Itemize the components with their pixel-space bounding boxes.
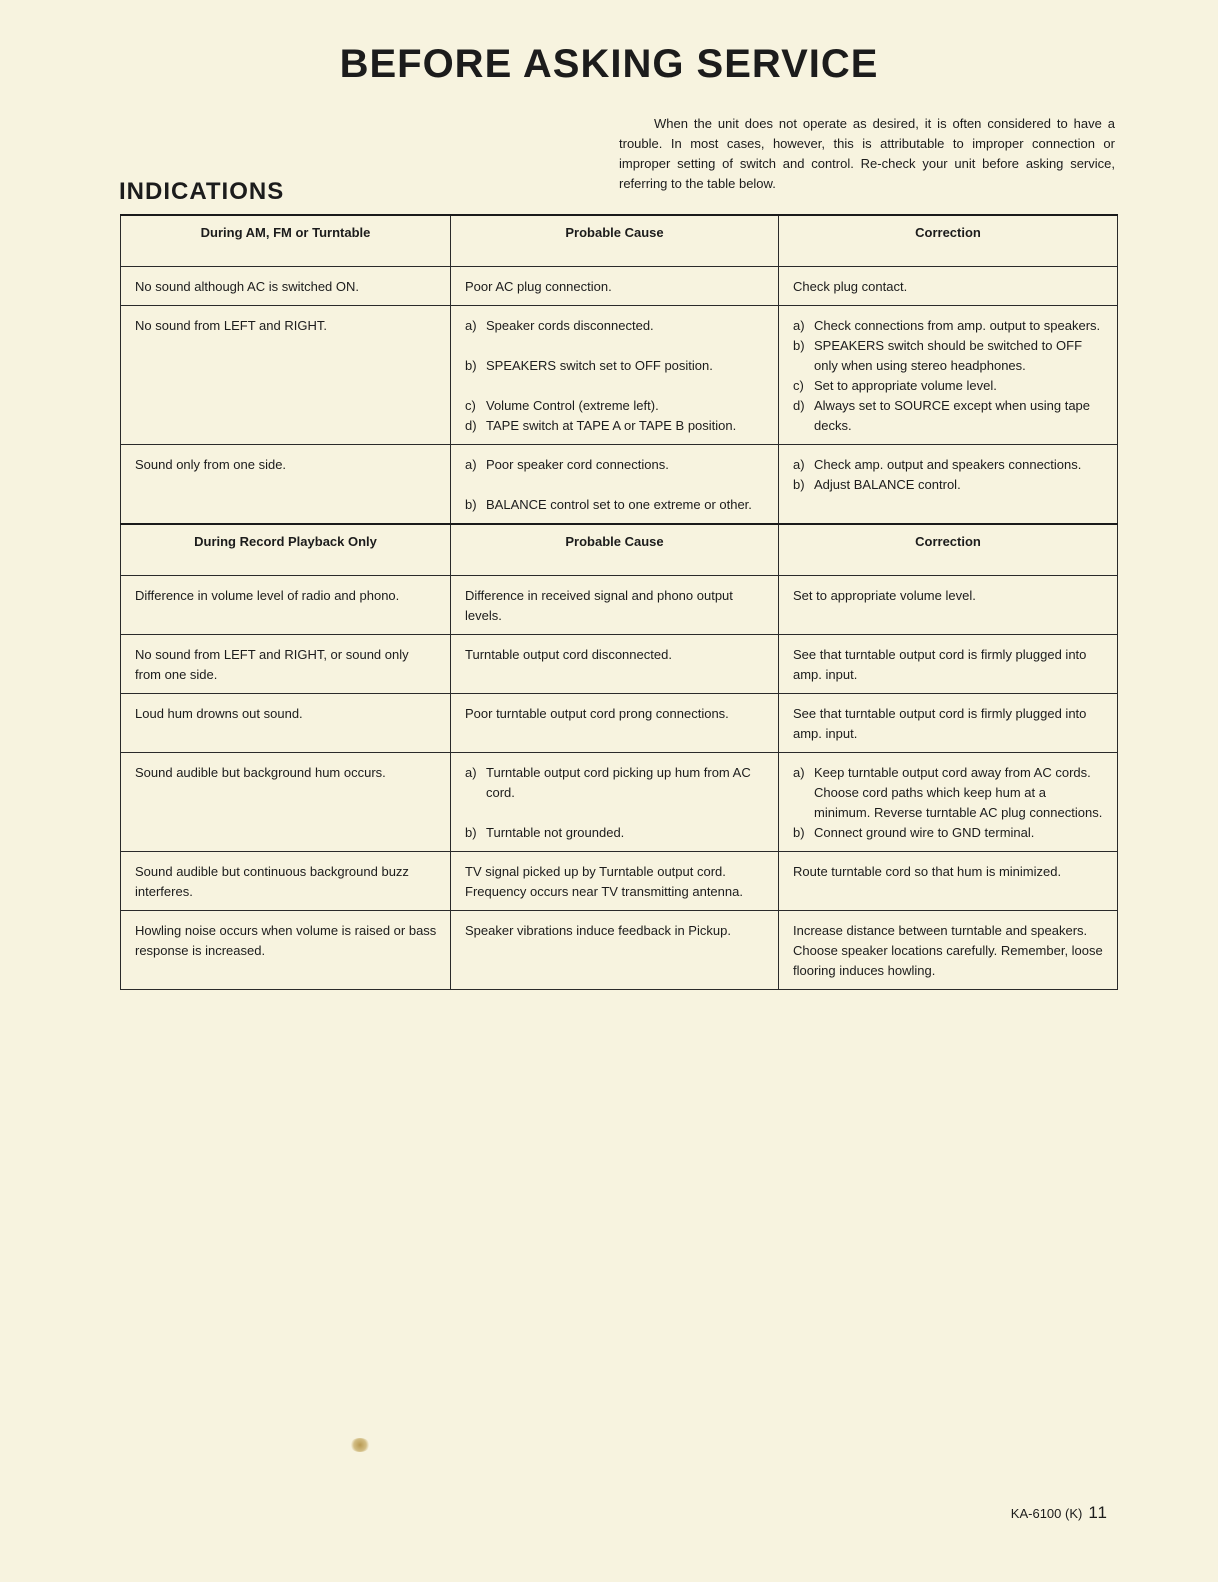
correction-item-text: Route turntable cord so that hum is minimized. [793,864,1062,879]
indication-cell: Difference in volume level of radio and phono. [121,576,451,635]
table-row [121,753,1118,852]
correction-item-label: a) [793,318,805,333]
cause-item-text: Turntable not grounded. [486,825,625,840]
correction-cell [779,911,1118,990]
correction-item [793,316,1105,336]
column-header-cause: Probable Cause [451,524,779,576]
table-body [121,215,1118,990]
table-row [121,576,1118,635]
correction-cell [779,852,1118,911]
correction-item-text: SPEAKERS switch should be switched to OFF only when using stereo headphones. [814,338,1083,373]
cause-item-text: Difference in received signal and phono output levels. [465,588,733,623]
correction-item-text: Check amp. output and speakers connections. [814,457,1082,472]
cause-item-text: SPEAKERS switch set to OFF position. [486,358,713,373]
page-title: BEFORE ASKING SERVICE [339,42,879,86]
correction-item-label: c) [793,378,804,393]
correction-item-label: b) [793,338,805,353]
correction-item-text: Keep turntable output cord away from AC cords. Choose cord paths which keep hum at a minimum. Reverse turntable AC plug connections. [814,765,1103,820]
cause-item-text: Poor turntable output cord prong connections. [465,706,729,721]
correction-item-text: Set to appropriate volume level. [814,378,997,393]
correction-item [793,586,1105,606]
cause-item [465,763,766,803]
page-footer [1011,1503,1108,1523]
indication-cell: Howling noise occurs when volume is raised or bass response is increased. [121,911,451,990]
correction-item-text: Set to appropriate volume level. [793,588,976,603]
correction-item [793,475,1105,495]
correction-item [793,823,1105,843]
cause-item-text: Speaker cords disconnected. [486,318,654,333]
cause-item-text: Turntable output cord picking up hum from AC cord. [486,765,751,800]
correction-cell [779,694,1118,753]
cause-item-text: Volume Control (extreme left). [486,398,659,413]
cause-item [465,455,766,475]
correction-item-label: d) [793,398,805,413]
column-header-correction: Correction [779,215,1118,267]
cause-cell [451,576,779,635]
indication-cell: No sound from LEFT and RIGHT. [121,306,451,445]
cause-item [465,356,766,376]
correction-item [793,396,1105,436]
indication-cell: No sound from LEFT and RIGHT, or sound only from one side. [121,635,451,694]
correction-item-text: Check connections from amp. output to speakers. [814,318,1101,333]
cause-item [465,495,766,515]
correction-item [793,277,1105,297]
paper-stain [350,1438,370,1452]
column-header-correction: Correction [779,524,1118,576]
cause-item [465,586,766,626]
cause-item [465,862,766,902]
group-header-row [121,524,1118,576]
indication-cell: Sound only from one side. [121,445,451,525]
cause-item-text: Turntable output cord disconnected. [465,647,672,662]
correction-item-label: b) [793,477,805,492]
correction-item [793,645,1105,685]
cause-item [465,645,766,665]
cause-item-label: a) [465,318,477,333]
cause-cell [451,445,779,525]
column-header-cause: Probable Cause [451,215,779,267]
cause-item-text: BALANCE control set to one extreme or other. [486,497,752,512]
correction-item-label: a) [793,765,805,780]
cause-item-text: Poor AC plug connection. [465,279,612,294]
cause-item [465,277,766,297]
page-number: 11 [1088,1503,1108,1522]
correction-cell [779,635,1118,694]
troubleshooting-table [120,214,1118,990]
correction-item-label: a) [793,457,805,472]
intro-paragraph: When the unit does not operate as desired, it is often considered to have a trouble. In most cases, however, this is attributable to improper connection or improper setting of switch and control. Re-check your unit before asking service, referring to the table below. [619,116,1115,191]
cause-item-label: d) [465,418,477,433]
cause-item [465,823,766,843]
table-row [121,911,1118,990]
table-row [121,445,1118,525]
correction-item-text: Check plug contact. [793,279,908,294]
correction-item-text: Increase distance between turntable and speakers. Choose speaker locations carefully. Remember, loose flooring induces howling. [793,923,1103,978]
cause-cell [451,852,779,911]
cause-cell [451,753,779,852]
cause-item [465,416,766,436]
cause-item-label: b) [465,358,477,373]
table-row [121,852,1118,911]
correction-item-text: See that turntable output cord is firmly plugged into amp. input. [793,706,1087,741]
cause-cell [451,267,779,306]
correction-item [793,921,1105,981]
correction-item [793,455,1105,475]
cause-item [465,921,766,941]
correction-item-label: b) [793,825,805,840]
table-row [121,267,1118,306]
group-header-row [121,215,1118,267]
correction-item [793,763,1105,823]
cause-item-text: TV signal picked up by Turntable output cord. Frequency occurs near TV transmitting antenna. [465,864,743,899]
indication-cell: Loud hum drowns out sound. [121,694,451,753]
indication-cell: Sound audible but continuous background buzz interferes. [121,852,451,911]
cause-item-label: b) [465,497,477,512]
correction-cell [779,306,1118,445]
table-row [121,635,1118,694]
correction-item-text: See that turntable output cord is firmly plugged into amp. input. [793,647,1087,682]
cause-item [465,396,766,416]
cause-item [465,704,766,724]
correction-item [793,376,1105,396]
cause-cell [451,635,779,694]
indication-cell: No sound although AC is switched ON. [121,267,451,306]
cause-item-label: c) [465,398,476,413]
cause-item-label: b) [465,825,477,840]
cause-cell [451,306,779,445]
correction-cell [779,267,1118,306]
cause-cell [451,694,779,753]
column-header-indication: During Record Playback Only [121,524,451,576]
correction-cell [779,576,1118,635]
cause-item [465,316,766,336]
column-header-indication: During AM, FM or Turntable [121,215,451,267]
cause-item-text: Poor speaker cord connections. [486,457,669,472]
cause-item-text: Speaker vibrations induce feedback in Pickup. [465,923,731,938]
correction-cell [779,445,1118,525]
correction-cell [779,753,1118,852]
cause-item-label: a) [465,765,477,780]
model-number: KA-6100 (K) [1010,1506,1083,1521]
cause-item-label: a) [465,457,477,472]
cause-item-text: TAPE switch at TAPE A or TAPE B position. [486,418,737,433]
correction-item [793,336,1105,376]
cause-cell [451,911,779,990]
correction-item-text: Connect ground wire to GND terminal. [814,825,1035,840]
correction-item [793,862,1105,882]
correction-item-text: Always set to SOURCE except when using tape decks. [814,398,1091,433]
section-title: INDICATIONS [119,178,285,205]
correction-item [793,704,1105,744]
indication-cell: Sound audible but background hum occurs. [121,753,451,852]
correction-item-text: Adjust BALANCE control. [814,477,961,492]
table-row [121,694,1118,753]
table-row [121,306,1118,445]
